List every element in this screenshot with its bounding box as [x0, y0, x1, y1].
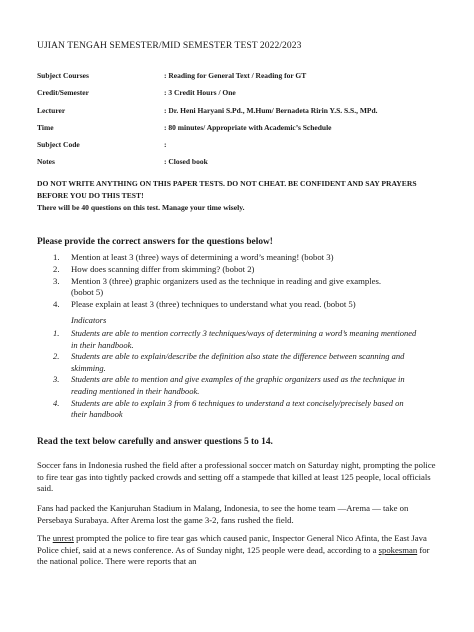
info-value-subject-code: : — [164, 140, 167, 149]
question-count-note: There will be 40 questions on this test. Manage your time wisely. — [37, 203, 245, 212]
question-text: How does scanning differ from skimming? (bobot 2) — [71, 263, 255, 274]
info-value-credit-semester: : 3 Credit Hours / One — [164, 88, 236, 97]
question-text: Mention 3 (three) graphic organizers used as the technique in reading and give examples. (bobot 5) — [71, 275, 382, 298]
list-item — [53, 351, 418, 374]
list-item — [53, 252, 383, 264]
indicator-text: Students are able to mention and give examples of the graphic organizers used as the technique in reading mentioned in their handbook. — [71, 374, 405, 396]
info-value-lecturer: : Dr. Heni Haryani S.Pd., M.Hum/ Bernadeta Ririn Y.S. S.S., MPd. — [164, 106, 378, 115]
indicator-text: Students are able to explain 3 from 6 techniques to understand a text concisely/precisely based on their handbook — [71, 397, 404, 420]
paragraph-text: prompted the police to fire tear gas which caused panic, Inspector General Nico Afinta, the East Java Police chief, said at a news conference. As of Sunday night, 125 people were dead, according to a — [37, 533, 427, 555]
info-label-time: Time — [37, 123, 54, 132]
info-label-notes: Notes — [37, 157, 55, 166]
question-number: 3. — [53, 275, 60, 286]
indicator-text: Students are able to mention correctly 3 techniques/ways of determining a word’s meaning mentioned in their handbook. — [71, 328, 417, 350]
indicator-number: 3. — [53, 374, 60, 385]
reading-paragraph-1: Soccer fans in Indonesia rushed the field after a professional soccer match on Saturday night, prompting the police to fire tear gas into tightly packed crowds and setting off a stampede that killed at least 125 people, local officials said. — [37, 460, 436, 494]
info-label-subject-code: Subject Code — [37, 140, 80, 149]
section1-heading: Please provide the correct answers for the questions below! — [37, 237, 273, 247]
indicators-title: Indicators — [71, 315, 107, 325]
question-number: 2. — [53, 263, 60, 274]
underlined-word-unrest: unrest — [52, 533, 74, 543]
section2-heading: Read the text below carefully and answer questions 5 to 14. — [37, 437, 273, 447]
question-text: Mention at least 3 (three) ways of determining a word’s meaning! (bobot 3) — [71, 252, 334, 262]
list-item — [53, 374, 418, 397]
underlined-word-spokesman: spokesman — [378, 544, 418, 555]
paragraph-text: for the national police. There were reports that an — [37, 544, 430, 567]
info-label-subject-courses: Subject Courses — [37, 71, 89, 80]
reading-paragraph-2: Fans had packed the Kanjuruhan Stadium in Malang, Indonesia, to see the home team —Arema — take on Persebaya Surabaya. After Arema lost the game 3-2, fans rushed the field. — [37, 503, 409, 525]
exam-warning: DO NOT WRITE ANYTHING ON THIS PAPER TESTS. DO NOT CHEAT. BE CONFIDENT AND SAY PRAYERS BEFORE YOU DO THIS TEST! — [37, 179, 417, 200]
paragraph-text: The — [37, 533, 53, 543]
reading-paragraph-3 — [37, 533, 437, 568]
indicator-text: Students are able to explain/describe the definition also state the difference between scanning and skimming. — [71, 351, 405, 373]
list-item — [53, 328, 418, 351]
question-number: 4. — [53, 299, 60, 310]
list-item — [53, 398, 418, 421]
indicator-list — [53, 328, 418, 421]
exam-title: UJIAN TENGAH SEMESTER/MID SEMESTER TEST 2022/2023 — [37, 40, 302, 51]
info-value-notes: : Closed book — [164, 157, 208, 166]
question-list — [53, 252, 383, 311]
list-item — [53, 264, 383, 276]
list-item — [53, 276, 383, 300]
indicator-number: 4. — [53, 397, 60, 408]
question-text: Please explain at least 3 (three) techniques to understand what you read. (bobot 5) — [71, 299, 356, 310]
question-number: 1. — [53, 252, 60, 262]
indicator-number: 1. — [53, 328, 60, 338]
info-label-lecturer: Lecturer — [37, 106, 66, 115]
info-value-time: : 80 minutes/ Appropriate with Academic’s Schedule — [164, 123, 332, 132]
info-label-credit-semester: Credit/Semester — [37, 88, 89, 97]
list-item — [53, 299, 383, 311]
indicator-number: 2. — [53, 351, 60, 362]
info-value-subject-courses: : Reading for General Text / Reading for GT — [164, 71, 307, 80]
